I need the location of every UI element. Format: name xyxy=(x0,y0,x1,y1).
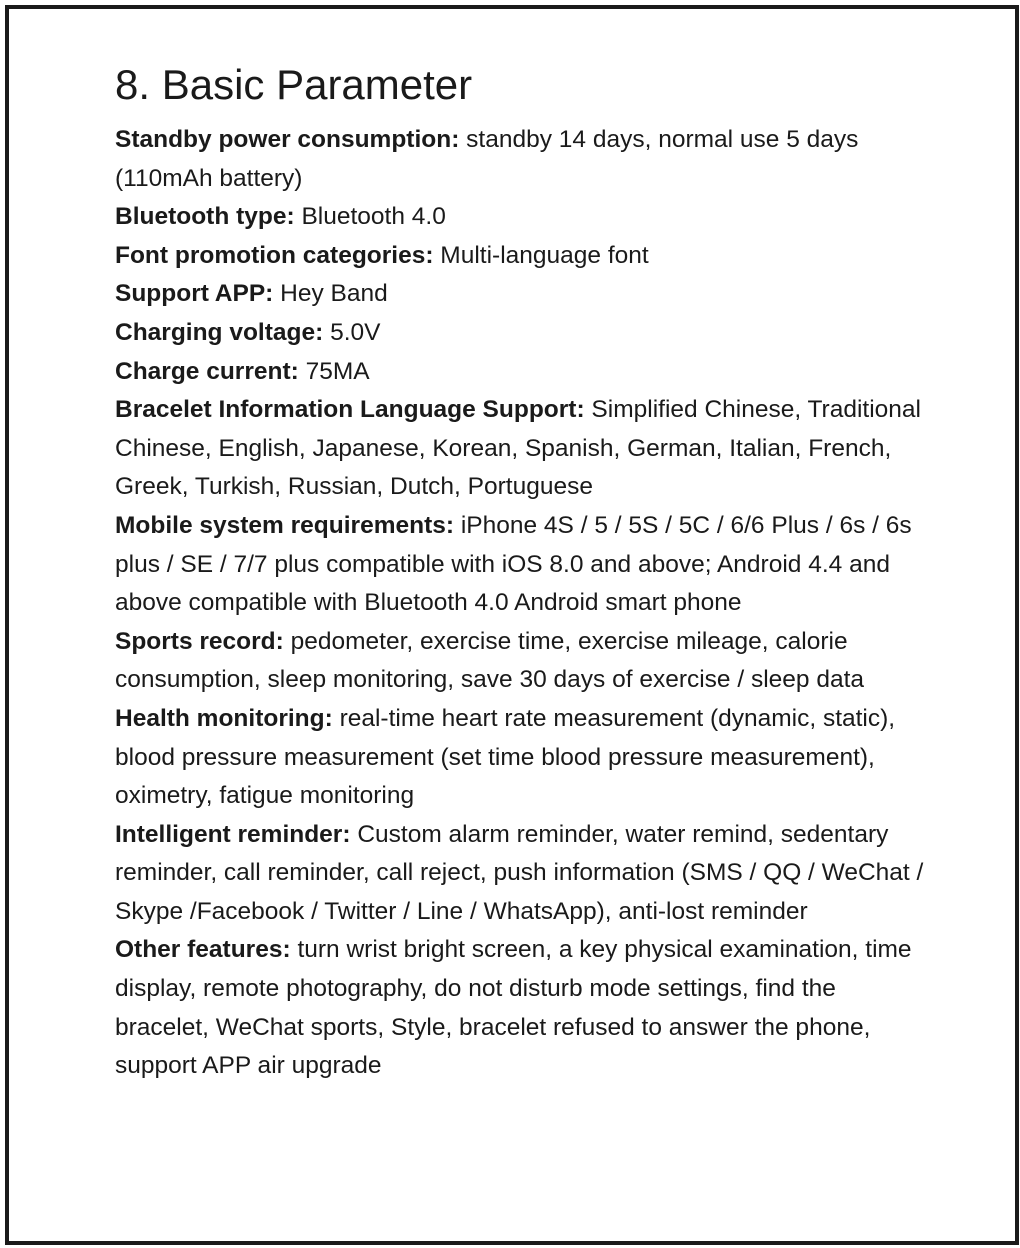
param-label: Standby power consumption: xyxy=(115,126,460,153)
document-frame xyxy=(5,5,1019,1245)
parameter-section xyxy=(115,57,935,1086)
param-value: iPhone 4S / 5 / 5S / 5C / 6/6 Plus / 6s / 6s plus / SE / 7/7 plus compatible with iOS 8.0 and above; Android 4.4 and above compatible with Bluetooth 4.0 Android smart phone xyxy=(115,511,912,617)
param-health-monitoring xyxy=(115,700,935,816)
param-label: Charge current: xyxy=(115,357,299,385)
param-language-support xyxy=(115,391,935,507)
param-value: 75MA xyxy=(298,357,370,385)
param-label: Bracelet Information Language Support: xyxy=(115,396,585,424)
param-label: Support APP: xyxy=(115,280,274,308)
param-label: Mobile system requirements: xyxy=(115,511,455,539)
param-label: Bluetooth type: xyxy=(115,203,295,231)
param-value: Multi-language font xyxy=(433,241,649,269)
param-bluetooth-type xyxy=(115,198,935,237)
param-value: standby 14 days, normal use 5 days (110mAh battery) xyxy=(115,126,859,192)
param-label: Charging voltage: xyxy=(115,318,324,346)
param-value: 5.0V xyxy=(323,318,381,346)
param-other-features xyxy=(115,931,935,1085)
param-standby-power xyxy=(115,121,935,198)
param-label: Health monitoring: xyxy=(115,704,333,732)
param-label: Font promotion categories: xyxy=(115,241,434,269)
param-label: Other features: xyxy=(115,936,291,964)
param-value: Hey Band xyxy=(273,280,388,308)
param-value: Custom alarm reminder, water remind, sedentary reminder, call reminder, call reject, push information (SMS / QQ / WeChat / Skype /Facebook / Twitter / Line / WhatsApp), anti-lost reminder xyxy=(115,820,924,925)
param-charge-current xyxy=(115,353,935,392)
param-support-app xyxy=(115,275,935,314)
param-value: real-time heart rate measurement (dynamic, static), blood pressure measurement (set time blood pressure measurement), oximetry, fatigue monitoring xyxy=(115,704,896,810)
section-title: 8. Basic Parameter xyxy=(115,61,473,108)
param-label: Sports record: xyxy=(115,627,284,655)
param-charging-voltage xyxy=(115,314,935,353)
param-sports-record xyxy=(115,623,935,700)
param-value: Bluetooth 4.0 xyxy=(294,203,446,231)
param-value: turn wrist bright screen, a key physical examination, time display, remote photography, do not disturb mode settings, find the bracelet, WeChat sports, Style, bracelet refused to answer the phone, support APP air upgrade xyxy=(115,936,912,1080)
param-intelligent-reminder xyxy=(115,816,935,932)
param-font-categories xyxy=(115,237,935,276)
param-label: Intelligent reminder: xyxy=(115,820,351,848)
param-value: pedometer, exercise time, exercise mileage, calorie consumption, sleep monitoring, save 30 days of exercise / sleep data xyxy=(115,627,865,694)
param-value: Simplified Chinese, Traditional Chinese, English, Japanese, Korean, Spanish, German, Italian, French, Greek, Turkish, Russian, Dutch, Portuguese xyxy=(115,396,921,501)
param-mobile-requirements xyxy=(115,507,935,623)
